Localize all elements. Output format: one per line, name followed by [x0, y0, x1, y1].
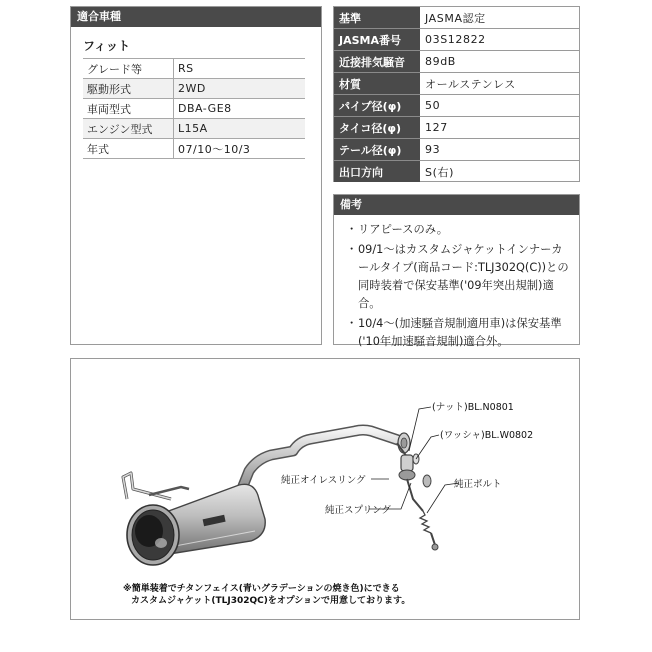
fitment-key: グレード等: [83, 59, 174, 79]
footnote-line-1: ※簡単装着でチタンフェイス(青いグラデーションの焼き色)にできる: [123, 584, 400, 594]
exhaust-diagram: [71, 359, 579, 619]
table-row: [83, 99, 305, 119]
notes-panel: [333, 194, 580, 348]
fitment-panel: [70, 6, 322, 345]
spec-value: 03S12822: [420, 29, 579, 51]
diagram-panel: [70, 358, 580, 620]
spec-value: 50: [420, 95, 579, 117]
nut-label: (ナット)BL.N0801: [432, 402, 514, 413]
spec-key: テール径(φ): [334, 139, 420, 161]
fitment-key: 駆動形式: [83, 79, 174, 99]
table-row: [83, 59, 305, 79]
spec-table: [334, 7, 579, 182]
spec-key: 材質: [334, 73, 420, 95]
fitment-value: L15A: [174, 119, 306, 139]
spec-value: オールステンレス: [420, 73, 579, 95]
fitment-key: 車両型式: [83, 99, 174, 119]
note-text: 10/4〜(加速騒音規制適用車)は保安基準('10年加速騒音規制)適合外。: [358, 317, 562, 348]
table-row: [334, 7, 579, 29]
spec-key: 基準: [334, 7, 420, 29]
fitment-value: DBA-GE8: [174, 99, 306, 119]
vehicle-model: フィット: [83, 39, 131, 53]
table-row: [334, 51, 579, 73]
note-text: リアピースのみ。: [358, 223, 449, 236]
spec-key: JASMA番号: [334, 29, 420, 51]
table-row: [334, 73, 579, 95]
fitment-key: エンジン型式: [83, 119, 174, 139]
pipe-flange: [398, 433, 410, 453]
spec-key: 近接排気騒音: [334, 51, 420, 73]
table-row: [83, 79, 305, 99]
notes-list: [334, 215, 579, 351]
bolt-label: 純正ボルト: [454, 479, 502, 490]
table-row: [334, 139, 579, 161]
table-row: [334, 29, 579, 51]
washer-label: (ワッシャ)BL.W0802: [440, 430, 534, 441]
fitment-value: 2WD: [174, 79, 306, 99]
bullet: ・: [346, 317, 358, 330]
oil-ring-label: 純正オイレスリング: [281, 475, 366, 486]
spring-label: 純正スプリング: [325, 505, 391, 516]
table-row: [334, 161, 579, 183]
spec-value: S(右): [425, 165, 454, 179]
fitment-value: RS: [174, 59, 306, 79]
fitment-key: 年式: [83, 139, 174, 159]
footnote-line-2: カスタムジャケット(TLJ302QC)をオプションで用意しております。: [131, 596, 411, 606]
fitment-table: [83, 58, 305, 159]
hanger-assembly: [397, 443, 438, 550]
fitment-header: 適合車種: [71, 7, 321, 27]
spec-panel: [333, 6, 580, 182]
notes-header: 備考: [334, 195, 579, 215]
table-row: [83, 139, 305, 159]
table-row: [334, 117, 579, 139]
note-text: 09/1〜はカスタムジャケットインナーカールタイプ(商品コード:TLJ302Q(C))との同時装着で保安基準('09年突出規制)適合。: [358, 243, 569, 310]
table-row: [334, 95, 579, 117]
list-item: [346, 221, 571, 239]
list-item: [346, 241, 571, 313]
spec-value: 127: [420, 117, 579, 139]
hanger-bracket: [123, 473, 189, 499]
tail-tip: [127, 505, 179, 565]
spec-key: パイプ径(φ): [334, 95, 420, 117]
spec-value: 93: [420, 139, 579, 161]
spec-value: JASMA認定: [420, 7, 579, 29]
fitment-value: 07/10〜10/3: [174, 139, 306, 159]
table-row: [83, 119, 305, 139]
spec-key: タイコ径(φ): [334, 117, 420, 139]
spec-value: 89dB: [420, 51, 579, 73]
list-item: [346, 315, 571, 351]
bullet: ・: [346, 243, 358, 256]
bullet: ・: [346, 223, 358, 236]
spec-key: 出口方向: [334, 161, 420, 183]
